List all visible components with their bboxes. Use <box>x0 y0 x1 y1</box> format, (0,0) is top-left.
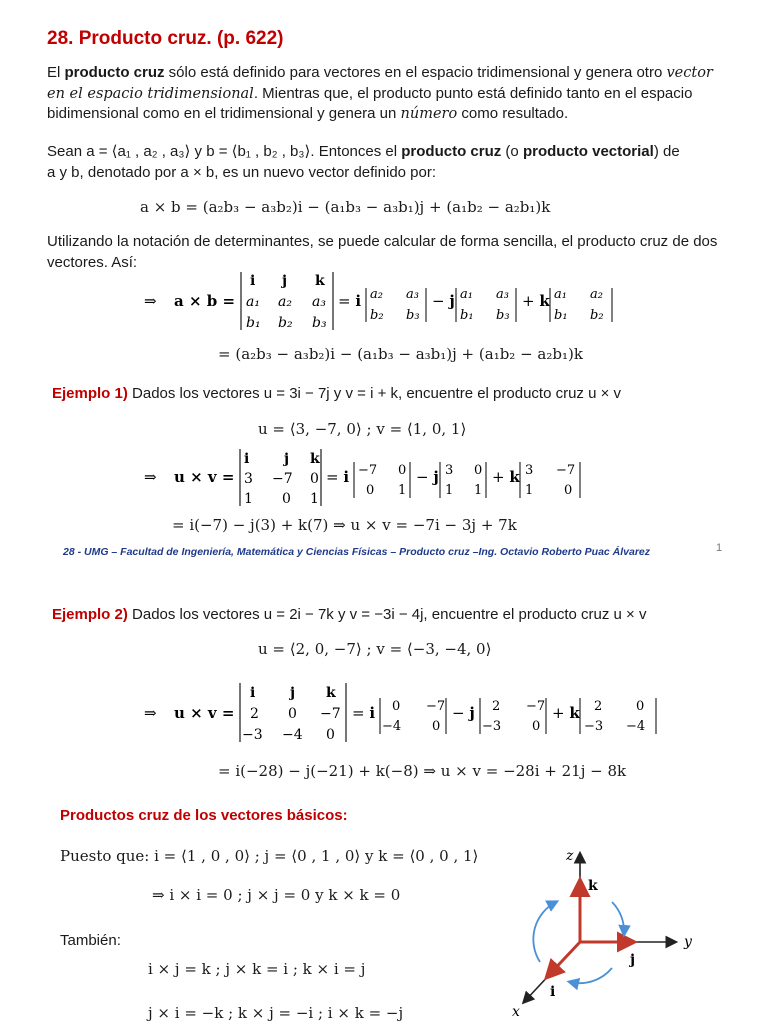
definition-text-1: Sean a = ⟨a₁ , a₂ , a₃⟩ y b = ⟨b₁ , b₂ , b₃⟩. Entonces el <box>47 143 402 160</box>
i-label: i <box>550 984 556 1000</box>
svg-text:0: 0 <box>326 727 335 743</box>
basic-zero-products: ⇒ i × i = 0 ; j × j = 0 y k × k = 0 <box>152 886 401 904</box>
k-label: k <box>588 878 598 894</box>
svg-text:= i: = i <box>352 704 376 722</box>
svg-text:−7: −7 <box>556 463 576 478</box>
svg-text:−3: −3 <box>482 719 502 734</box>
intro-italic-number: número <box>400 106 458 122</box>
svg-text:1: 1 <box>445 483 454 498</box>
svg-text:−3: −3 <box>584 719 604 734</box>
definition-text-4: a y b, denotado por a × b, es un nuevo vector definido por: <box>47 163 437 181</box>
intro-italic-vector: vector en el espacio tridimensional <box>47 65 713 102</box>
svg-text:a₃: a₃ <box>406 287 419 302</box>
example2-determinant <box>140 680 670 744</box>
svg-text:2: 2 <box>594 699 603 714</box>
general-determinant <box>140 268 630 334</box>
svg-text:a₂: a₂ <box>590 287 603 302</box>
svg-text:0: 0 <box>310 471 319 487</box>
svg-text:+ k: + k <box>492 468 520 486</box>
svg-text:+ k: + k <box>552 704 580 722</box>
intro-text-2: sólo está definido para vectores en el espacio tridimensional y genera otro <box>164 64 667 81</box>
svg-text:1: 1 <box>244 491 253 507</box>
svg-text:−4: −4 <box>282 727 303 743</box>
svg-text:j: j <box>290 685 296 701</box>
i-vector <box>548 942 580 976</box>
svg-text:b₂: b₂ <box>590 308 604 323</box>
example2-statement <box>52 606 646 623</box>
definition-text-2: (o <box>501 143 523 160</box>
svg-text:−3: −3 <box>242 727 263 743</box>
svg-text:b₂: b₂ <box>370 308 384 323</box>
svg-text:0: 0 <box>432 719 441 734</box>
cycle-arrow-ji <box>570 968 612 983</box>
basic-puesto: Puesto que: i = ⟨1 , 0 , 0⟩ ; j = ⟨0 , 1 , 0⟩ y k = ⟨0 , 0 , 1⟩ <box>60 847 479 865</box>
svg-text:i: i <box>244 451 250 467</box>
svg-text:3: 3 <box>244 471 253 487</box>
svg-text:a₃: a₃ <box>312 294 326 310</box>
definition-paragraph <box>47 142 719 183</box>
example1-label: Ejemplo 1) <box>52 385 128 402</box>
page-title: 28. Producto cruz. (p. 622) <box>47 28 284 49</box>
basic-negative-products: j × i = −k ; k × j = −i ; i × k = −j <box>148 1004 404 1022</box>
svg-text:b₂: b₂ <box>278 315 293 331</box>
svg-text:−7: −7 <box>358 463 378 478</box>
svg-text:0: 0 <box>366 483 375 498</box>
intro-text-3: . Mientras que, el producto punto está definido tanto en el espacio bidimensional como en el tridimensional y genera un <box>47 84 693 122</box>
svg-text:−4: −4 <box>382 719 402 734</box>
z-axis-label: z <box>566 848 574 864</box>
determinant-paragraph: Utilizando la notación de determinantes, se puede calcular de forma sencilla, el producto cruz de dos vectores. Así: <box>47 233 718 271</box>
svg-text:a₁: a₁ <box>246 294 260 310</box>
svg-text:−7: −7 <box>526 699 546 714</box>
svg-text:b₃: b₃ <box>312 315 327 331</box>
x-axis-label: x <box>512 1004 520 1020</box>
svg-text:i: i <box>250 685 256 701</box>
svg-text:0: 0 <box>392 699 401 714</box>
example1-text: Dados los vectores u = 3i − 7j y v = i + k, encuentre el producto cruz u × v <box>127 385 622 402</box>
svg-text:b₁: b₁ <box>246 315 261 331</box>
definition-text-3: ) de <box>653 143 680 160</box>
page-number: 1 <box>716 542 723 554</box>
example2-result: = i(−28) − j(−21) + k(−8) ⇒ u × v = −28i + 21j − 8k <box>218 762 627 780</box>
svg-text:−4: −4 <box>626 719 646 734</box>
svg-text:a × b =: a × b = <box>174 292 236 310</box>
svg-text:0: 0 <box>636 699 645 714</box>
svg-text:2: 2 <box>492 699 501 714</box>
svg-text:+ k: + k <box>522 292 550 310</box>
svg-text:⇒: ⇒ <box>144 704 157 722</box>
svg-text:a₃: a₃ <box>496 287 509 302</box>
basis-vectors-diagram <box>500 842 710 1024</box>
svg-text:b₃: b₃ <box>496 308 510 323</box>
definition-formula: a × b = (a₂b₃ − a₃b₂)i − (a₁b₃ − a₃b₁)j + (a₁b₂ − a₂b₁)k <box>140 198 551 216</box>
svg-text:b₁: b₁ <box>460 308 474 323</box>
y-axis-label: y <box>684 934 692 950</box>
svg-text:1: 1 <box>310 491 319 507</box>
determinant-result: = (a₂b₃ − a₃b₂)i − (a₁b₃ − a₃b₁)j + (a₁b₂ − a₂b₁)k <box>218 345 583 363</box>
intro-bold-cross: producto cruz <box>64 64 165 81</box>
svg-text:u × v =: u × v = <box>174 704 235 722</box>
svg-text:0: 0 <box>564 483 573 498</box>
svg-text:−7: −7 <box>272 471 293 487</box>
svg-text:− j: − j <box>452 704 475 722</box>
svg-text:⇒: ⇒ <box>144 292 157 310</box>
svg-text:1: 1 <box>525 483 534 498</box>
definition-bold-cross: producto cruz <box>401 143 502 160</box>
svg-text:0: 0 <box>532 719 541 734</box>
intro-text-4: como resultado. <box>457 105 569 122</box>
svg-text:0: 0 <box>288 706 297 722</box>
svg-text:= i: = i <box>338 292 362 310</box>
cycle-arrow-kj <box>612 902 624 934</box>
svg-text:0: 0 <box>398 463 407 478</box>
example1-statement <box>52 385 621 402</box>
example2-text: Dados los vectores u = 2i − 7k y v = −3i − 4j, encuentre el producto cruz u × v <box>127 606 647 623</box>
page-footer: 28 - UMG – Facultad de Ingeniería, Matemática y Ciencias Físicas – Producto cruz –Ing. Octavio Roberto Puac Álvarez <box>63 546 651 558</box>
svg-text:j: j <box>284 451 290 467</box>
svg-text:a₁: a₁ <box>554 287 567 302</box>
svg-text:− j: − j <box>416 468 439 486</box>
svg-text:b₃: b₃ <box>406 308 420 323</box>
svg-text:k: k <box>315 273 325 289</box>
intro-text-1: El <box>47 64 65 81</box>
example2-label: Ejemplo 2) <box>52 606 128 623</box>
example1-result: = i(−7) − j(3) + k(7) ⇒ u × v = −7i − 3j + 7k <box>172 516 517 534</box>
basic-section-heading: Productos cruz de los vectores básicos: <box>60 807 348 824</box>
svg-text:a₁: a₁ <box>460 287 473 302</box>
j-label: j <box>630 952 636 968</box>
svg-text:b₁: b₁ <box>554 308 568 323</box>
svg-text:−7: −7 <box>320 706 341 722</box>
example1-determinant <box>140 446 600 508</box>
svg-text:− j: − j <box>432 292 455 310</box>
svg-text:a₂: a₂ <box>278 294 292 310</box>
svg-text:2: 2 <box>250 706 259 722</box>
svg-text:0: 0 <box>282 491 291 507</box>
svg-text:3: 3 <box>445 463 454 478</box>
svg-text:1: 1 <box>398 483 407 498</box>
intro-paragraph <box>47 63 719 125</box>
svg-text:k: k <box>326 685 336 701</box>
example1-vectors: u = ⟨3, −7, 0⟩ ; v = ⟨1, 0, 1⟩ <box>258 420 467 438</box>
svg-text:i: i <box>250 273 256 289</box>
basic-positive-products: i × j = k ; j × k = i ; k × i = j <box>148 960 366 978</box>
svg-text:a₂: a₂ <box>370 287 383 302</box>
svg-text:k: k <box>310 451 320 467</box>
example2-vectors: u = ⟨2, 0, −7⟩ ; v = ⟨−3, −4, 0⟩ <box>258 640 492 658</box>
svg-text:−7: −7 <box>426 699 446 714</box>
cycle-arrow-ik <box>533 902 556 962</box>
svg-text:j: j <box>282 273 288 289</box>
svg-text:= i: = i <box>326 468 350 486</box>
svg-text:⇒: ⇒ <box>144 468 157 486</box>
svg-text:u × v =: u × v = <box>174 468 235 486</box>
svg-text:3: 3 <box>525 463 534 478</box>
svg-text:0: 0 <box>474 463 483 478</box>
svg-text:1: 1 <box>474 483 483 498</box>
basic-tambien: También: <box>60 932 121 949</box>
definition-bold-vectorial: producto vectorial <box>522 143 654 160</box>
